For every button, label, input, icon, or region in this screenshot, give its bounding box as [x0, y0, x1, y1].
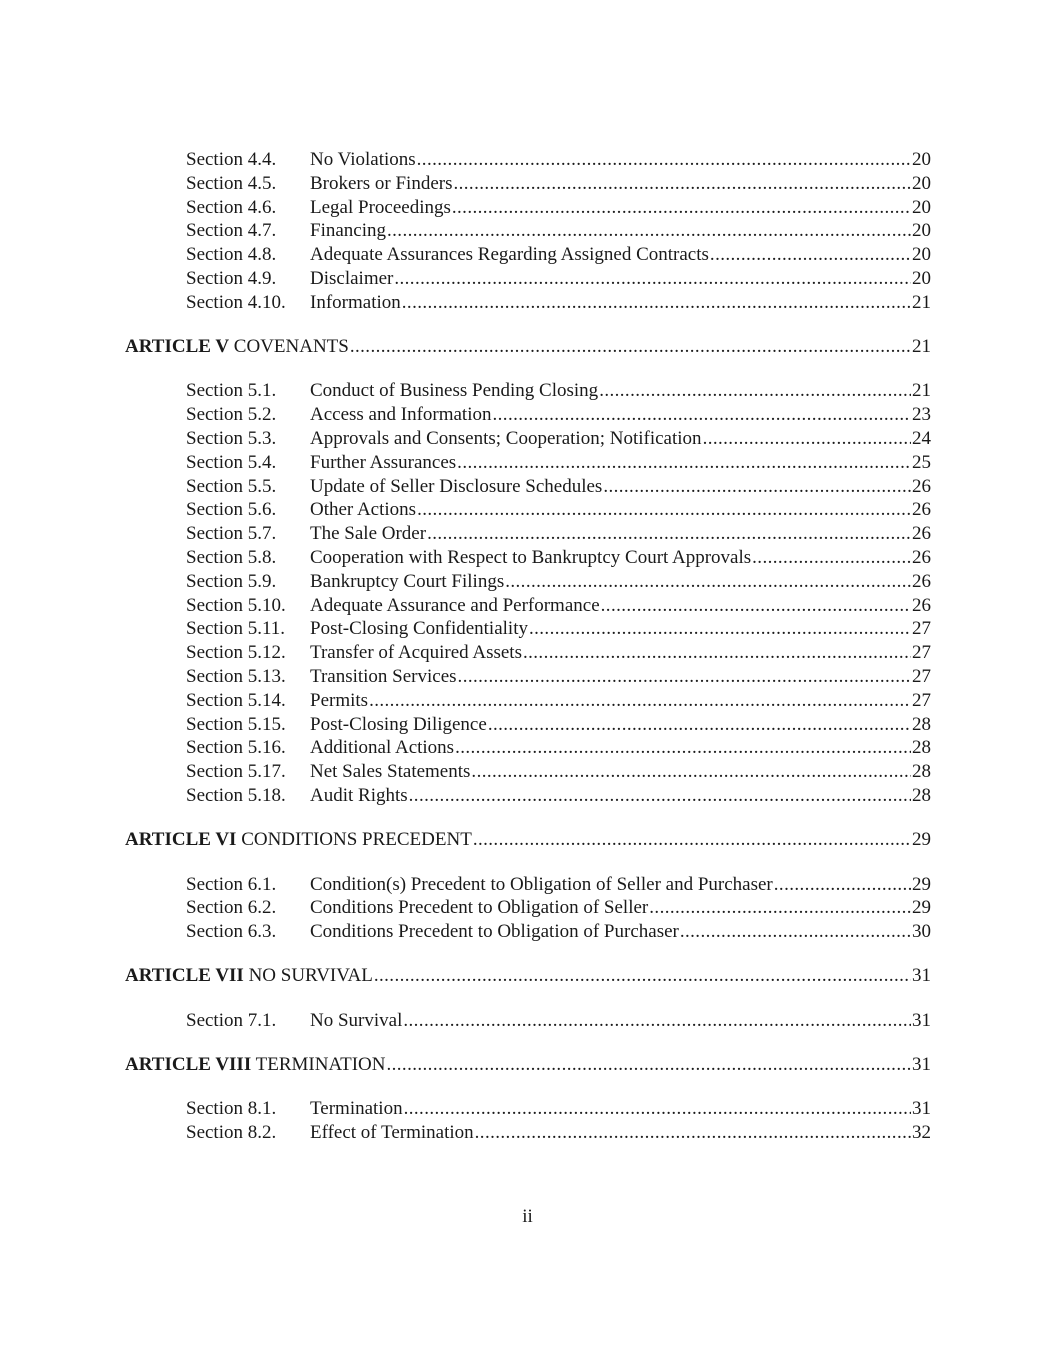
- article-title: NO SURVIVAL: [248, 965, 373, 987]
- section-number: Section 4.10.: [186, 291, 286, 313]
- section-title: Legal Proceedings: [310, 196, 451, 218]
- dot-leader: [603, 475, 911, 499]
- page-reference: 27: [912, 642, 931, 664]
- section-number: Section 7.1.: [186, 1009, 277, 1031]
- section-number: Section 5.18.: [186, 784, 286, 806]
- section-number: Section 6.3.: [186, 921, 277, 943]
- toc-section-entry: [125, 570, 931, 594]
- article-title: CONDITIONS PRECEDENT: [241, 829, 472, 851]
- section-number: Section 5.15.: [186, 713, 286, 735]
- dot-leader: [752, 546, 911, 570]
- section-title: Further Assurances: [310, 451, 457, 473]
- section-title: Bankruptcy Court Filings: [310, 570, 505, 592]
- dot-leader: [386, 1053, 911, 1077]
- page-reference: 30: [912, 921, 931, 943]
- section-title: Information: [310, 291, 401, 313]
- toc-article-entry: [125, 335, 931, 359]
- dot-leader: [710, 243, 911, 267]
- dot-leader: [427, 522, 911, 546]
- section-number: Section 4.7.: [186, 220, 277, 242]
- section-title: Transition Services: [310, 665, 457, 687]
- section-number: Section 5.9.: [186, 570, 277, 592]
- section-title: Approvals and Consents; Cooperation; Notification: [310, 427, 702, 449]
- toc-section-entry: [125, 736, 931, 760]
- toc-section-entry: [125, 546, 931, 570]
- toc-section-entry: [125, 1009, 931, 1033]
- toc-section-entry: [125, 291, 931, 315]
- section-number: Section 4.4.: [186, 149, 277, 170]
- section-number: Section 5.2.: [186, 404, 277, 426]
- page-reference: 29: [912, 897, 931, 919]
- page-reference: 28: [912, 761, 931, 783]
- section-number: Section 4.6.: [186, 196, 277, 218]
- dot-leader: [473, 828, 911, 852]
- dot-leader: [404, 1097, 911, 1121]
- dot-leader: [523, 641, 911, 665]
- toc-section-entry: [125, 594, 931, 618]
- article-title: TERMINATION: [255, 1054, 386, 1075]
- section-title: Access and Information: [310, 404, 492, 426]
- page-reference: 20: [912, 196, 931, 218]
- toc-section-entry: [125, 665, 931, 689]
- page-reference: 20: [912, 244, 931, 266]
- section-number: Section 8.2.: [186, 1122, 277, 1144]
- toc-section-entry: [125, 243, 931, 267]
- article-title: COVENANTS: [233, 336, 349, 358]
- section-title: Adequate Assurances Regarding Assigned Contracts: [310, 244, 709, 266]
- article-heading: [125, 1053, 385, 1077]
- page-reference: 27: [912, 618, 931, 640]
- page-reference: 26: [912, 594, 931, 616]
- section-number: Section 5.13.: [186, 665, 286, 687]
- dot-leader: [680, 920, 911, 944]
- dot-leader: [529, 617, 911, 641]
- section-title: Conditions Precedent to Obligation of Seller: [310, 897, 649, 919]
- toc-section-entry: [125, 522, 931, 546]
- section-title: Brokers or Finders: [310, 172, 453, 194]
- page-reference: 27: [912, 665, 931, 687]
- page-reference: 26: [912, 499, 931, 521]
- section-number: Section 5.1.: [186, 380, 277, 402]
- dot-leader: [374, 964, 911, 988]
- page-reference: 29: [912, 873, 931, 895]
- section-title: Conduct of Business Pending Closing: [310, 380, 599, 402]
- toc-section-entry: [125, 267, 931, 291]
- toc-section-entry: [125, 784, 931, 808]
- page-reference: 27: [912, 689, 931, 711]
- article-heading: [125, 828, 472, 852]
- section-number: Section 5.7.: [186, 523, 277, 545]
- section-number: Section 5.14.: [186, 689, 286, 711]
- section-title: Permits: [310, 689, 369, 711]
- toc-section-entry: [125, 475, 931, 499]
- page-reference: 31: [912, 1098, 931, 1120]
- page-reference: 25: [912, 451, 931, 473]
- section-title: Audit Rights: [310, 784, 408, 806]
- page-reference: 20: [912, 267, 931, 289]
- section-title: Post-Closing Confidentiality: [310, 618, 528, 640]
- toc-section-entry: [125, 172, 931, 196]
- dot-leader: [601, 594, 911, 618]
- dot-leader: [703, 427, 911, 451]
- dot-leader: [350, 335, 911, 359]
- section-number: Section 4.8.: [186, 244, 277, 266]
- section-title: No Survival: [310, 1009, 403, 1031]
- page-reference: 20: [912, 172, 931, 194]
- page-reference: 26: [912, 546, 931, 568]
- toc-section-entry: [125, 196, 931, 220]
- section-title: Post-Closing Diligence: [310, 713, 487, 735]
- section-number: Section 5.6.: [186, 499, 277, 521]
- section-number: Section 5.3.: [186, 427, 277, 449]
- page-reference: 32: [912, 1122, 931, 1144]
- toc-section-entry: [125, 451, 931, 475]
- dot-leader: [475, 1121, 911, 1145]
- page-reference: 26: [912, 523, 931, 545]
- section-title: Transfer of Acquired Assets: [310, 642, 522, 664]
- section-title: The Sale Order: [310, 523, 427, 545]
- toc-section-entry: [125, 498, 931, 522]
- dot-leader: [471, 760, 911, 784]
- page-reference: 24: [912, 427, 931, 449]
- section-title: Disclaimer: [310, 267, 394, 289]
- section-number: Section 6.2.: [186, 897, 277, 919]
- section-number: Section 5.4.: [186, 451, 277, 473]
- page-reference: 26: [912, 570, 931, 592]
- section-number: Section 5.11.: [186, 618, 286, 640]
- dot-leader: [457, 451, 911, 475]
- section-title: Conditions Precedent to Obligation of Purchaser: [310, 921, 679, 943]
- toc-section-entry: [125, 641, 931, 665]
- section-number: Section 4.5.: [186, 172, 277, 194]
- dot-leader: [453, 172, 911, 196]
- table-of-contents: [125, 148, 931, 1145]
- dot-leader: [394, 267, 911, 291]
- toc-article-entry: [125, 828, 931, 852]
- dot-leader: [409, 784, 911, 808]
- dot-leader: [649, 896, 911, 920]
- section-title: Effect of Termination: [310, 1122, 474, 1144]
- toc-section-entry: [125, 920, 931, 944]
- section-number: Section 5.17.: [186, 761, 286, 783]
- page-reference: 20: [912, 149, 931, 170]
- section-title: Adequate Assurance and Performance: [310, 594, 600, 616]
- toc-section-entry: [125, 219, 931, 243]
- article-number: ARTICLE VIII: [125, 1054, 252, 1075]
- toc-section-entry: [125, 427, 931, 451]
- dot-leader: [493, 403, 912, 427]
- toc-section-entry: [125, 689, 931, 713]
- section-title: Update of Seller Disclosure Schedules: [310, 475, 603, 497]
- article-heading: [125, 335, 349, 359]
- page-reference: 23: [912, 404, 931, 426]
- toc-section-entry: [125, 1121, 931, 1145]
- toc-section-entry: [125, 379, 931, 403]
- page-reference: 21: [912, 336, 931, 358]
- section-title: Cooperation with Respect to Bankruptcy Court Approvals: [310, 546, 752, 568]
- toc-section-entry: [125, 760, 931, 784]
- page-number: ii: [522, 1206, 533, 1227]
- dot-leader: [458, 665, 911, 689]
- section-title: Condition(s) Precedent to Obligation of Seller and Purchaser: [310, 873, 773, 895]
- article-number: ARTICLE VII: [125, 965, 244, 987]
- page-reference: 21: [912, 380, 931, 402]
- section-number: Section 5.5.: [186, 475, 277, 497]
- toc-section-entry: [125, 617, 931, 641]
- toc-section-entry: [125, 896, 931, 920]
- section-number: Section 6.1.: [186, 873, 277, 895]
- page-reference: 31: [912, 1009, 931, 1031]
- article-number: ARTICLE V: [125, 336, 230, 358]
- dot-leader: [402, 291, 911, 315]
- section-number: Section 4.9.: [186, 267, 277, 289]
- page-reference: 20: [912, 220, 931, 242]
- section-title: Additional Actions: [310, 737, 455, 759]
- dot-leader: [417, 148, 911, 172]
- page-reference: 31: [912, 1054, 931, 1075]
- toc-section-entry: [125, 713, 931, 737]
- section-number: Section 5.8.: [186, 546, 277, 568]
- page-reference: 21: [912, 291, 931, 313]
- article-heading: [125, 964, 373, 988]
- page-reference: 26: [912, 475, 931, 497]
- page-reference: 28: [912, 737, 931, 759]
- toc-section-entry: [125, 1097, 931, 1121]
- dot-leader: [599, 379, 911, 403]
- dot-leader: [452, 196, 911, 220]
- dot-leader: [387, 219, 911, 243]
- dot-leader: [488, 713, 911, 737]
- section-title: Net Sales Statements: [310, 761, 471, 783]
- dot-leader: [369, 689, 911, 713]
- dot-leader: [774, 873, 911, 897]
- dot-leader: [455, 736, 911, 760]
- page-reference: 28: [912, 784, 931, 806]
- section-number: Section 5.16.: [186, 737, 286, 759]
- section-number: Section 5.10.: [186, 594, 286, 616]
- section-number: Section 8.1.: [186, 1098, 277, 1120]
- section-title: Other Actions: [310, 499, 417, 521]
- dot-leader: [505, 570, 911, 594]
- page-reference: 28: [912, 713, 931, 735]
- toc-section-entry: [125, 873, 931, 897]
- page-reference: 29: [912, 829, 931, 851]
- toc-section-entry: [125, 403, 931, 427]
- dot-leader: [417, 498, 911, 522]
- toc-section-entry: [125, 148, 931, 172]
- section-title: Financing: [310, 220, 386, 242]
- article-number: ARTICLE VI: [125, 829, 237, 851]
- dot-leader: [403, 1009, 911, 1033]
- page-reference: 31: [912, 965, 931, 987]
- section-title: No Violations: [310, 149, 416, 170]
- section-title: Termination: [310, 1098, 403, 1120]
- toc-article-entry: [125, 1053, 931, 1077]
- toc-article-entry: [125, 964, 931, 988]
- section-number: Section 5.12.: [186, 642, 286, 664]
